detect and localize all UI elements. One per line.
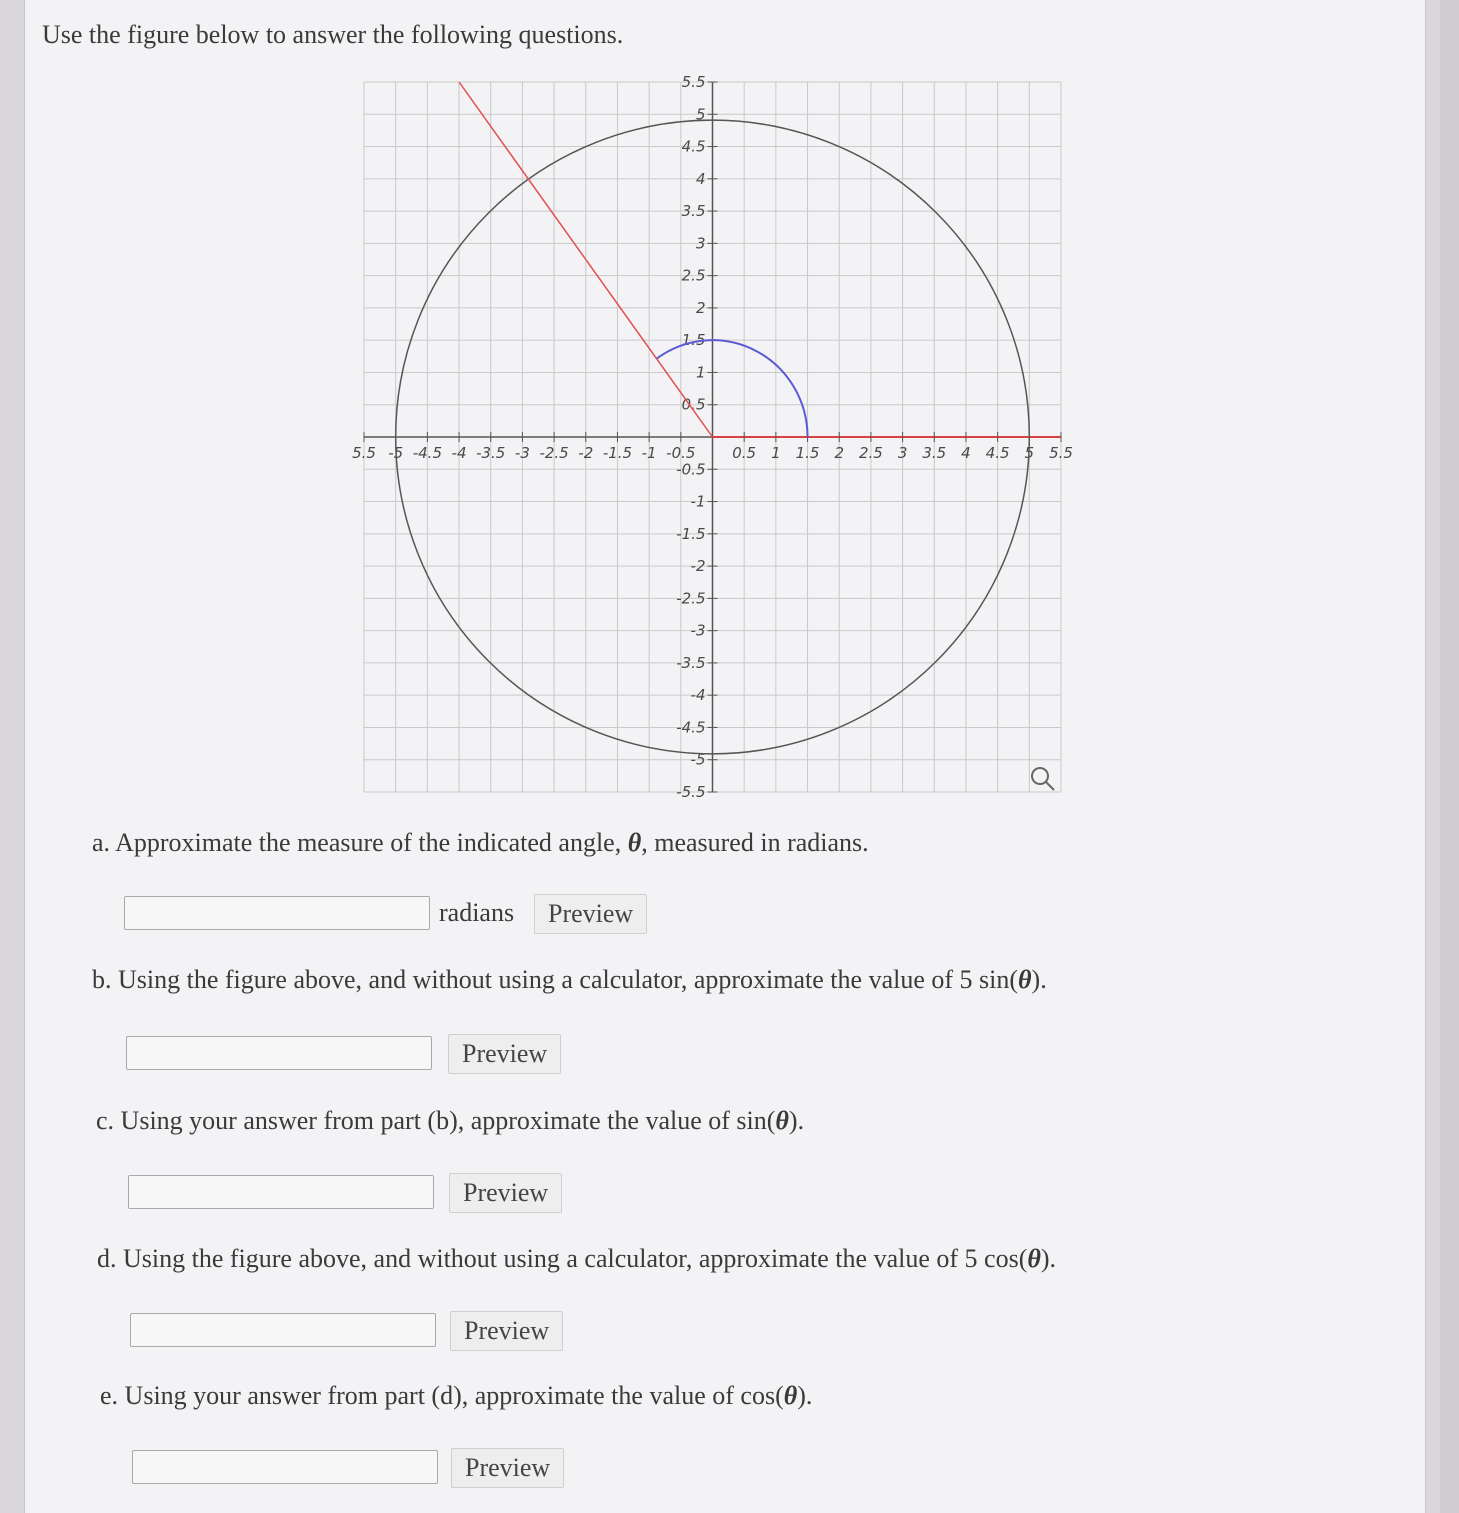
preview-button-c[interactable]: Preview	[449, 1173, 562, 1213]
y-tick-label: -1	[690, 492, 706, 511]
question-c-prefix: c.	[96, 1106, 115, 1135]
unit-circle-graph	[352, 73, 1073, 801]
answer-input-c[interactable]	[128, 1175, 434, 1209]
y-tick-label: 3	[695, 234, 706, 253]
intro-text: Use the figure below to answer the following questions.	[42, 20, 624, 49]
y-tick-label: 0.5	[681, 395, 706, 414]
question-b-text: Using the figure above, and without using a calculator, approximate the value of 5 sin(	[118, 965, 1019, 994]
theta-symbol: θ	[1018, 965, 1032, 994]
x-tick-label: 1.5	[795, 444, 820, 462]
y-tick-label: -5.5	[676, 783, 706, 801]
y-tick-label: -3.5	[676, 653, 706, 672]
x-tick-label: 2	[834, 444, 845, 462]
y-tick-label: -2	[690, 557, 706, 576]
y-tick-label: -3	[690, 621, 706, 640]
question-c	[96, 1106, 804, 1136]
y-tick-label: 1.5	[681, 331, 706, 350]
y-tick-label: 4	[695, 169, 706, 188]
angle-arc	[657, 340, 808, 437]
x-tick-label: -1	[641, 444, 657, 462]
window-edge	[1440, 0, 1459, 1513]
answer-input-d[interactable]	[130, 1313, 436, 1347]
x-tick-label: 5.5	[1049, 444, 1073, 462]
question-e-prefix: e.	[100, 1381, 119, 1410]
x-tick-label: -0.5	[666, 444, 696, 462]
question-e-suffix: ).	[797, 1381, 813, 1410]
theta-symbol: θ	[783, 1381, 798, 1410]
question-a-text: Approximate the measure of the indicated angle,	[115, 828, 628, 857]
y-tick-label: 1	[695, 363, 706, 382]
question-c-text: Using your answer from part (b), approximate the value of sin(	[120, 1106, 776, 1135]
y-tick-label: -4.5	[676, 718, 706, 737]
answer-input-b[interactable]	[126, 1036, 432, 1070]
preview-button-d[interactable]: Preview	[450, 1311, 563, 1351]
question-c-suffix: ).	[788, 1106, 805, 1135]
theta-symbol: θ	[1027, 1244, 1041, 1273]
y-tick-label: -2.5	[676, 589, 706, 608]
y-tick-label: 5.5	[681, 73, 706, 91]
x-tick-label: 4	[961, 444, 971, 462]
x-tick-label: -3.5	[476, 444, 506, 462]
y-tick-label: 2.5	[681, 266, 706, 285]
x-tick-label: 0.5	[732, 444, 757, 462]
x-tick-label: -1.5	[602, 444, 633, 462]
y-tick-label: -4	[690, 686, 706, 705]
x-tick-label: -4	[451, 444, 467, 462]
y-tick-label: 5	[695, 105, 706, 124]
question-a-prefix: a.	[92, 828, 111, 857]
answer-input-e[interactable]	[132, 1450, 438, 1484]
y-tick-label: 3.5	[681, 202, 706, 221]
x-tick-label: -4.5	[412, 444, 443, 462]
answer-input-a[interactable]	[124, 896, 430, 930]
y-tick-label: -0.5	[676, 460, 706, 479]
x-tick-label: 3.5	[922, 444, 947, 462]
preview-button-a[interactable]: Preview	[534, 894, 647, 934]
x-tick-label: -2.5	[539, 444, 569, 462]
magnify-icon[interactable]	[1032, 768, 1054, 790]
question-b	[92, 965, 1047, 995]
preview-button-b[interactable]: Preview	[448, 1034, 561, 1074]
question-e	[100, 1381, 812, 1411]
x-tick-label: 1	[771, 444, 781, 462]
question-a-suffix: , measured in radians.	[641, 828, 869, 857]
y-tick-label: -5	[690, 750, 706, 769]
question-b-suffix: ).	[1031, 965, 1047, 994]
unit-radians: radians	[439, 898, 515, 927]
preview-button-e[interactable]: Preview	[451, 1448, 564, 1488]
theta-symbol: θ	[775, 1106, 789, 1135]
question-d	[97, 1244, 1056, 1274]
x-tick-label: 5.5	[352, 444, 376, 462]
question-d-text: Using the figure above, and without using a calculator, approximate the value of 5 cos(	[123, 1244, 1028, 1273]
x-tick-label: 5	[1024, 444, 1035, 462]
x-tick-label: -3	[514, 444, 530, 462]
y-tick-label: -1.5	[676, 524, 706, 543]
x-tick-label: -2	[578, 444, 594, 462]
theta-symbol: θ	[627, 828, 642, 857]
y-tick-label: 4.5	[681, 137, 706, 156]
x-tick-label: 2.5	[858, 444, 883, 462]
question-d-suffix: ).	[1040, 1244, 1057, 1273]
x-tick-label: 3	[897, 444, 908, 462]
y-tick-label: 2	[695, 298, 706, 317]
question-a	[92, 828, 869, 858]
x-tick-label: -5	[388, 444, 404, 462]
question-e-text: Using your answer from part (d), approximate the value of cos(	[124, 1381, 784, 1410]
question-b-prefix: b.	[92, 965, 112, 994]
question-d-prefix: d.	[97, 1244, 117, 1273]
x-tick-label: 4.5	[985, 444, 1010, 462]
